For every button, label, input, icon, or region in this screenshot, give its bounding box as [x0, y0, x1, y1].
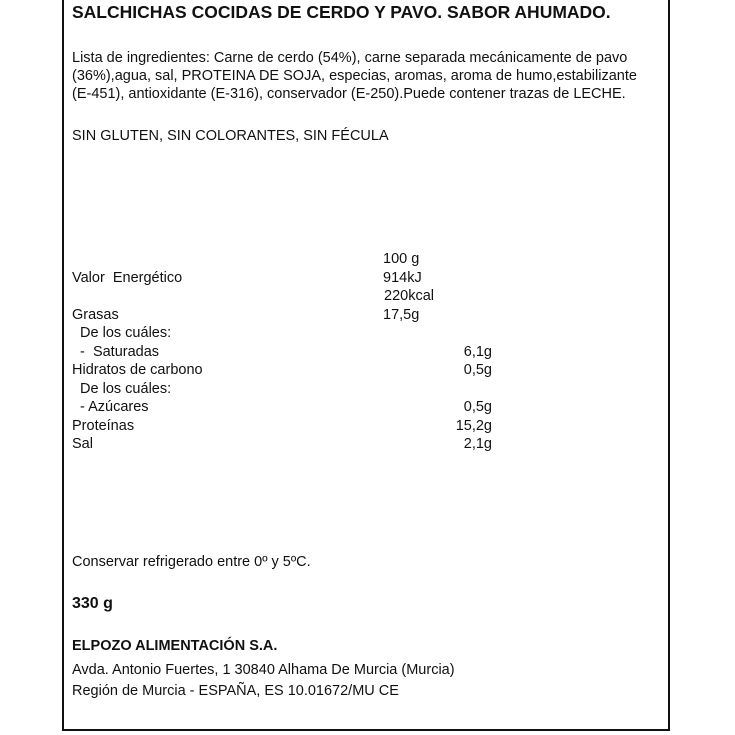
nutrition-table [72, 250, 492, 454]
nutrient-name: Hidratos de carbono [72, 362, 203, 378]
nutrient-name: - Saturadas [72, 343, 160, 360]
nutrient-name: - Azúcares [72, 399, 149, 415]
nutrition-row [72, 287, 492, 306]
nutrient-value: 0,5g [463, 399, 492, 415]
nutrient-name: Sal [72, 436, 93, 452]
company-address [72, 660, 455, 702]
nutrition-row [72, 435, 492, 454]
nutrient-name: Valor Energético [72, 269, 183, 286]
nutrient-value: 15,2g [455, 417, 492, 434]
nutrient-value: 6,1g [463, 343, 492, 360]
address-line-1: Avda. Antonio Fuertes, 1 30840 Alhama De Murcia (Murcia) [72, 662, 455, 678]
nutrition-row [72, 398, 492, 417]
nutrition-row [72, 380, 492, 399]
nutrient-value: 2,1g [463, 436, 492, 452]
nutrient-value: 220kcal [384, 288, 434, 304]
nutrition-row [72, 343, 492, 362]
nutrition-header-row [72, 250, 492, 269]
storage-instructions: Conservar refrigerado entre 0º y 5ºC. [72, 554, 311, 570]
nutrient-name: Proteínas [72, 417, 135, 434]
nutrition-row [72, 269, 492, 288]
nutrition-header-per100g: 100 g [383, 251, 420, 267]
nutrient-value: 0,5g [463, 362, 492, 378]
company-name: ELPOZO ALIMENTACIÓN S.A. [72, 638, 278, 654]
nutrient-name: De los cuáles: [72, 325, 172, 341]
ingredients-list: Lista de ingredientes: Carne de cerdo (54%), carne separada mecánicamente de pavo (36%),agua, sal, PROTEINA DE SOJA, especias, aromas, aroma de humo,estabilizante (E-451), antioxidante (E-316), conservador (E-250).Puede contener trazas de LECHE. [72, 50, 637, 102]
nutrition-row [72, 361, 492, 380]
nutrient-value: 17,5g [383, 306, 420, 323]
address-line-2: Región de Murcia - ESPAÑA, ES 10.01672/MU CE [72, 683, 399, 699]
nutrition-row [72, 417, 492, 436]
nutrient-value: 914kJ [383, 269, 422, 286]
product-claims: SIN GLUTEN, SIN COLORANTES, SIN FÉCULA [72, 128, 389, 144]
nutrient-name: De los cuáles: [72, 380, 172, 397]
product-title: SALCHICHAS COCIDAS DE CERDO Y PAVO. SABOR AHUMADO. [72, 2, 611, 22]
nutrition-row [72, 324, 492, 343]
nutrient-name: Grasas [72, 306, 119, 323]
net-weight: 330 g [72, 595, 113, 612]
nutrition-row [72, 306, 492, 325]
